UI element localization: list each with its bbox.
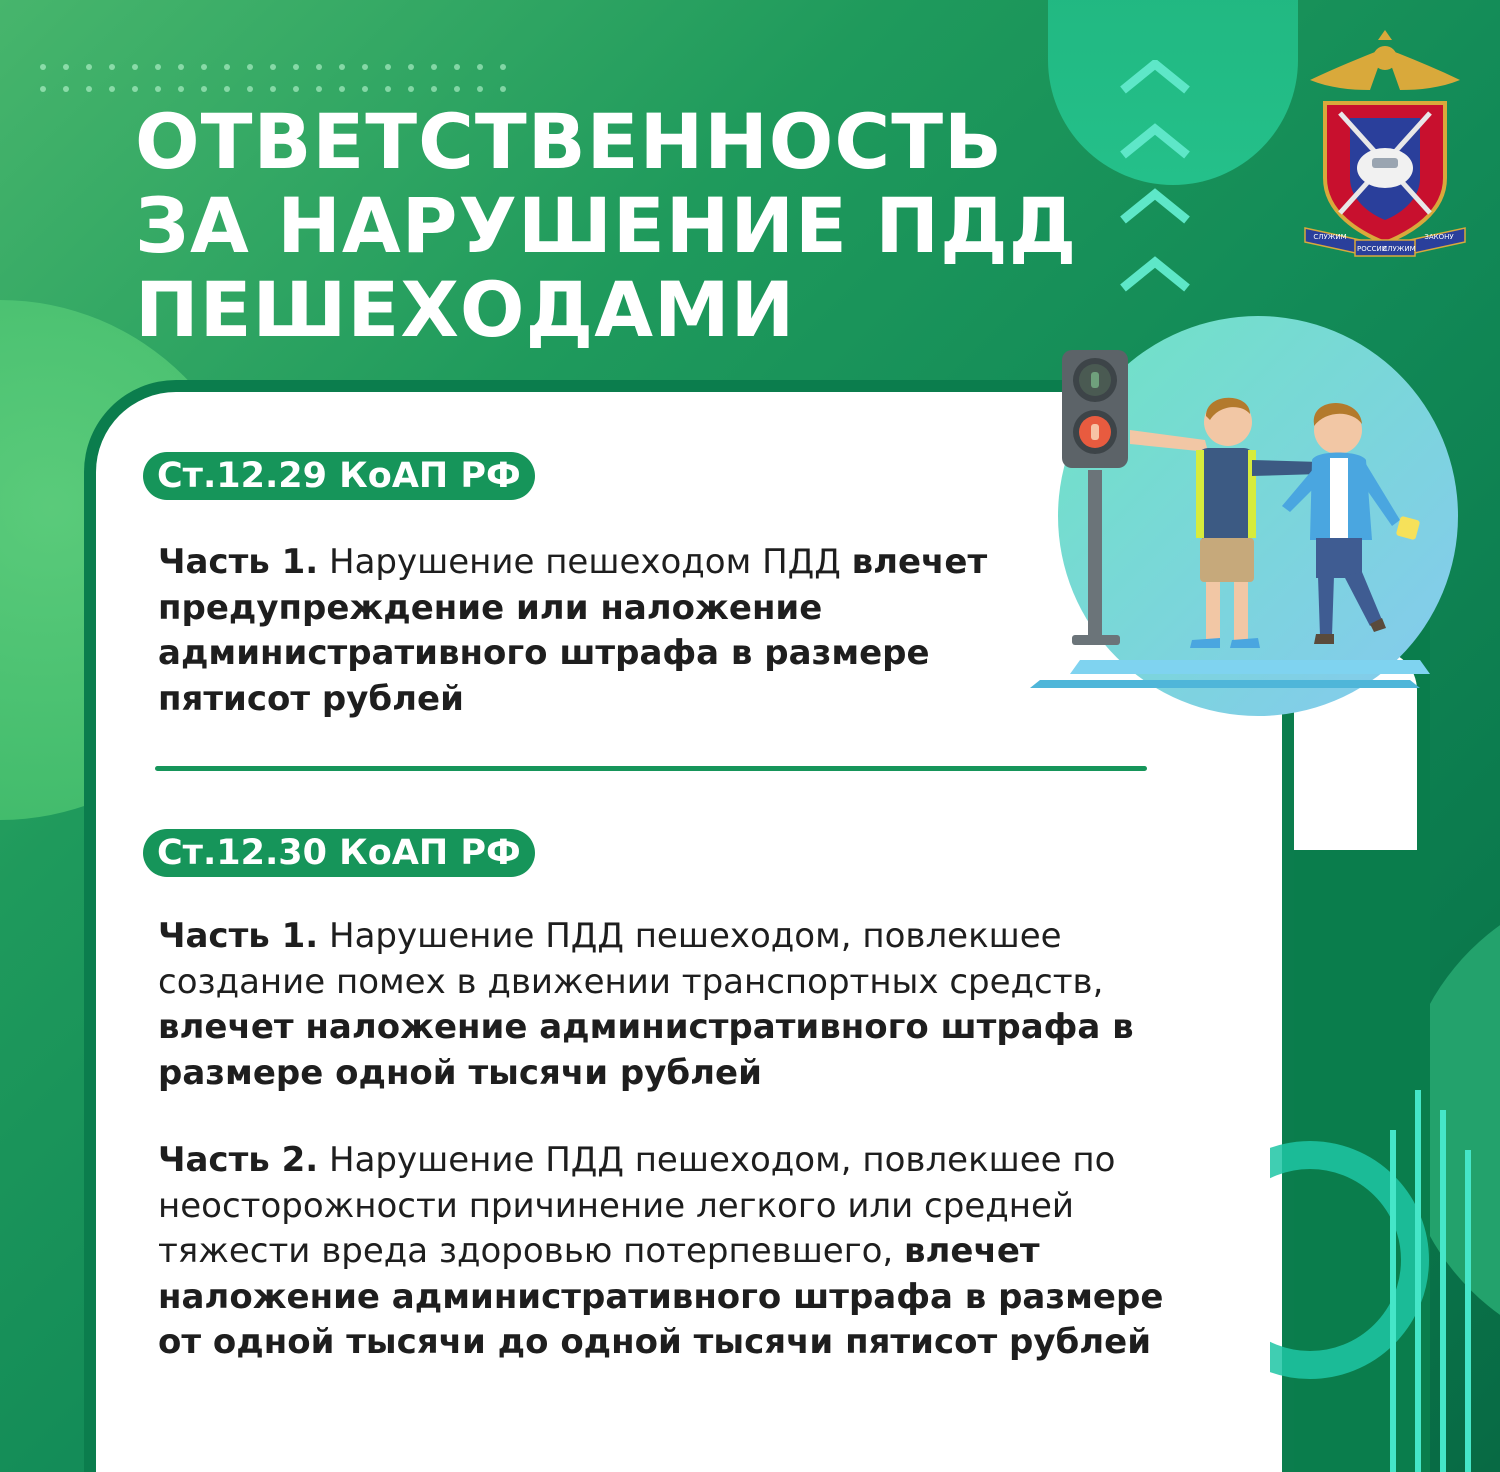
part-text: Нарушение ПДД пешеходом, повлекшее по неосторожности причинение легкого или средней тяжести вреда здоровью потерпевшего, (158, 1140, 1116, 1271)
ribbon-text-left: СЛУЖИМ (1313, 233, 1347, 241)
article-badge-12-29: Ст.12.29 КоАП РФ (143, 452, 535, 500)
dot (454, 86, 460, 92)
dot (224, 86, 230, 92)
dot (431, 64, 437, 70)
part-penalty: влечет предупреждение или наложение административного штрафа в размере пятисот рублей (158, 542, 988, 719)
dot (86, 86, 92, 92)
dot (339, 64, 345, 70)
dot (293, 86, 299, 92)
part-label: Часть 2. (158, 1140, 319, 1180)
dot (155, 86, 161, 92)
dot (477, 86, 483, 92)
crosswalk-stripe (1070, 660, 1430, 674)
pedestrian-illustration (1020, 300, 1460, 730)
dot (270, 86, 276, 92)
dot (40, 64, 46, 70)
article-badge-12-30: Ст.12.30 КоАП РФ (143, 829, 535, 877)
chevron-up-icons (1115, 60, 1205, 310)
dot (201, 64, 207, 70)
dot (477, 64, 483, 70)
dot (63, 86, 69, 92)
part-text: Нарушение пешеходом ПДД (318, 542, 852, 582)
title-line-3: ПЕШЕХОДАМИ (135, 265, 796, 354)
dot (362, 86, 368, 92)
dot (109, 86, 115, 92)
dot (408, 64, 414, 70)
dot (86, 64, 92, 70)
part-penalty: влечет наложение административного штрафа в размере от одной тысячи до одной тысячи пятисот рублей (158, 1231, 1164, 1362)
ribbon-text-center: РОССИИ (1357, 245, 1387, 253)
dot (316, 64, 322, 70)
part-text: Нарушение ПДД пешеходом, повлекшее создание помех в движении транспортных средств, (158, 916, 1104, 1002)
dot (293, 64, 299, 70)
title-line-1: ОТВЕТСТВЕННОСТЬ (135, 97, 1003, 186)
dot (132, 64, 138, 70)
dot (431, 86, 437, 92)
dot (40, 86, 46, 92)
article-12-30-part-2 (158, 1138, 1218, 1366)
article-12-29-part-1 (158, 540, 1088, 722)
article-12-30-part-1 (158, 914, 1218, 1096)
dot (132, 86, 138, 92)
stripes-decoration (1270, 1090, 1500, 1472)
crosswalk-stripe (1030, 680, 1420, 688)
dot (454, 64, 460, 70)
dot (270, 64, 276, 70)
part-label: Часть 1. (158, 916, 319, 956)
dot (178, 64, 184, 70)
dot (408, 86, 414, 92)
part-label: Часть 1. (158, 542, 319, 582)
dot (63, 64, 69, 70)
dot (178, 86, 184, 92)
dot (224, 64, 230, 70)
dot (316, 86, 322, 92)
ribbon-text-right: ЗАКОНУ (1424, 233, 1454, 241)
dot (109, 64, 115, 70)
section-divider (155, 766, 1147, 771)
dot (500, 86, 506, 92)
dot (247, 64, 253, 70)
dot (155, 64, 161, 70)
title-line-2: ЗА НАРУШЕНИЕ ПДД (135, 181, 1078, 270)
dot (339, 86, 345, 92)
page-title (135, 97, 1078, 354)
dot (500, 64, 506, 70)
dot (247, 86, 253, 92)
police-emblem-icon (1300, 28, 1470, 258)
part-penalty: влечет наложение административного штрафа в размере одной тысячи рублей (158, 1007, 1134, 1093)
dot (362, 64, 368, 70)
dot (201, 86, 207, 92)
dot (385, 86, 391, 92)
dot (385, 64, 391, 70)
ribbon-text-center-2: СЛУЖИМ (1382, 245, 1416, 253)
